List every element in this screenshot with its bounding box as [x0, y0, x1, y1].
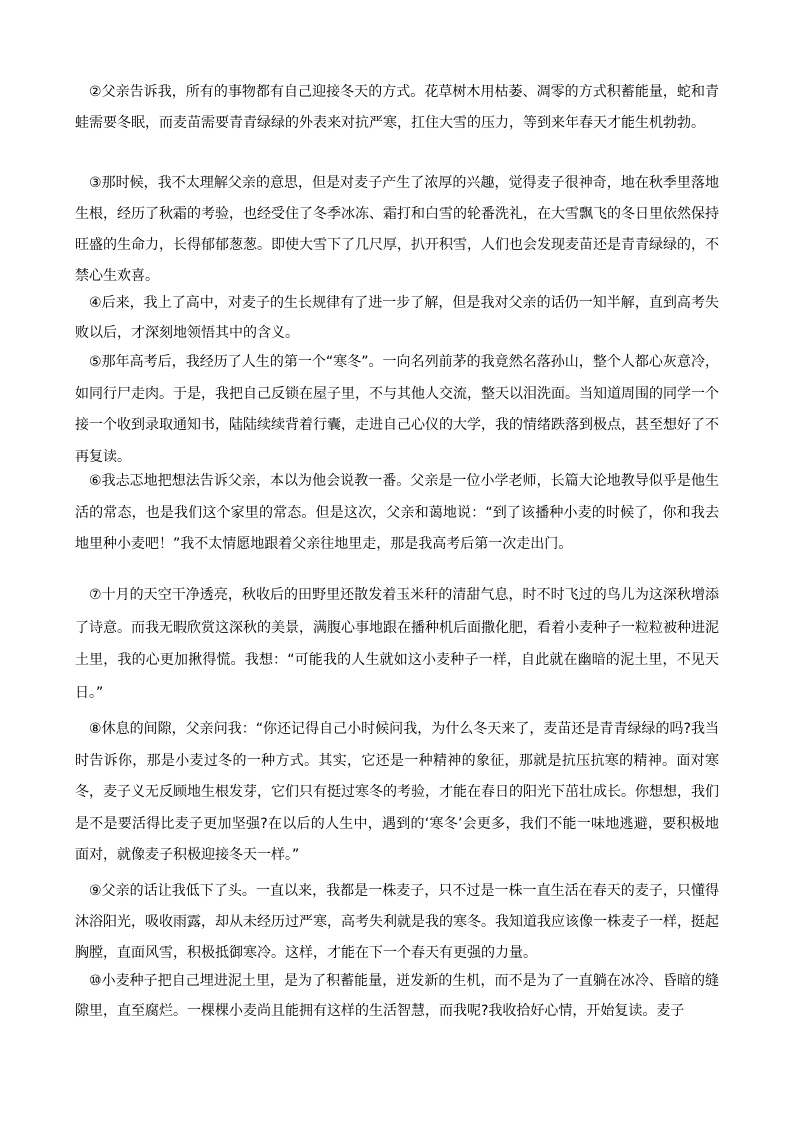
paragraph-2: ②父亲告诉我，所有的事物都有自己迎接冬天的方式。花草树木用枯萎、凋零的方式积蓄能量，蛇和青蛙需要冬眠，而麦苗需要青青绿绿的外表来对抗严寒，扛住大雪的压力，等到来年春天才能生机勃勃。 [75, 84, 719, 131]
paragraph-7: ⑦十月的天空干净透亮，秋收后的田野里还散发着玉米秆的清甜气息，时不时飞过的鸟儿为这深秋增添了诗意。而我无暇欣赏这深秋的美景，满腹心事地跟在播种机后面撒化肥，看着小麦种子一粒粒被种进泥土里，我的心更加揪得慌。我想：“可能我的人生就如这小麦种子一样，自此就在幽暗的泥土里，不见天日。” [75, 587, 719, 701]
paragraph-9: ⑨父亲的话让我低下了头。一直以来，我都是一株麦子，只不过是一株一直生活在春天的麦子，只懂得沐浴阳光，吸收雨露，却从未经历过严寒，高考失利就是我的寒冬。我知道我应该像一株麦子一样，挺起胸膛，直面风雪，积极抵御寒冷。这样，才能在下一个春天有更强的力量。 [75, 883, 719, 961]
paragraph-6: ⑥我忐忑地把想法告诉父亲，本以为他会说教一番。父亲是一位小学老师，长篇大论地教导似乎是他生活的常态，也是我们这个家里的常态。但是这次，父亲和蔼地说：“到了该播种小麦的时候了，你和我去地里种小麦吧！”我不太情愿地跟着父亲往地里走，那是我高考后第一次走出门。 [75, 473, 719, 552]
paragraph-10: ⑩小麦种子把自己埋进泥土里，是为了积蓄能量，迸发新的生机，而不是为了一直躺在冰冷、昏暗的缝隙里，直至腐烂。一棵棵小麦尚且能拥有这样的生活智慧，而我呢?我收拾好心情，开始复读。麦子 [75, 973, 719, 1019]
paragraph-5: ⑤那年高考后，我经历了人生的第一个“寒冬”。一向名列前茅的我竟然名落孙山，整个人都心灰意冷，如同行尸走肉。于是，我把自己反锁在屋子里，不与其他人交流，整天以泪洗面。当知道周围的同学一个接一个收到录取通知书，陆陆续续背着行囊，走进自己心仪的大学，我的情绪跌落到极点，甚至想好了不再复读。 [75, 354, 719, 465]
paragraph-8: ⑧休息的间隙，父亲问我：“你还记得自己小时候问我，为什么冬天来了，麦苗还是青青绿绿的吗?我当时告诉你，那是小麦过冬的一种方式。其实，它还是一种精神的象征，那就是抗压抗寒的精神。面对寒冬，麦子义无反顾地生根发芽，它们只有挺过寒冬的考验，才能在春日的阳光下茁壮成长。你想想，我们是不是要活得比麦子更加坚强?在以后的人生中，遇到的‘寒冬’会更多，我们不能一味地逃避，要积极地面对，就像麦子积极迎接冬天一样。” [75, 721, 719, 863]
paragraph-3: ③那时候，我不太理解父亲的意思，但是对麦子产生了浓厚的兴趣，觉得麦子很神奇，地在秋季里落地生根，经历了秋霜的考验，也经受住了冬季冰冻、霜打和白雪的轮番洗礼，在大雪飘飞的冬日里依然保持旺盛的生命力，长得郁郁葱葱。即使大雪下了几尺厚，扒开积雪，人们也会发现麦苗还是青青绿绿的，不禁心生欢喜。 [75, 175, 719, 284]
paragraph-4: ④后来，我上了高中，对麦子的生长规律有了进一步了解，但是我对父亲的话仍一知半解，直到高考失败以后，才深刻地领悟其中的含义。 [75, 295, 719, 341]
